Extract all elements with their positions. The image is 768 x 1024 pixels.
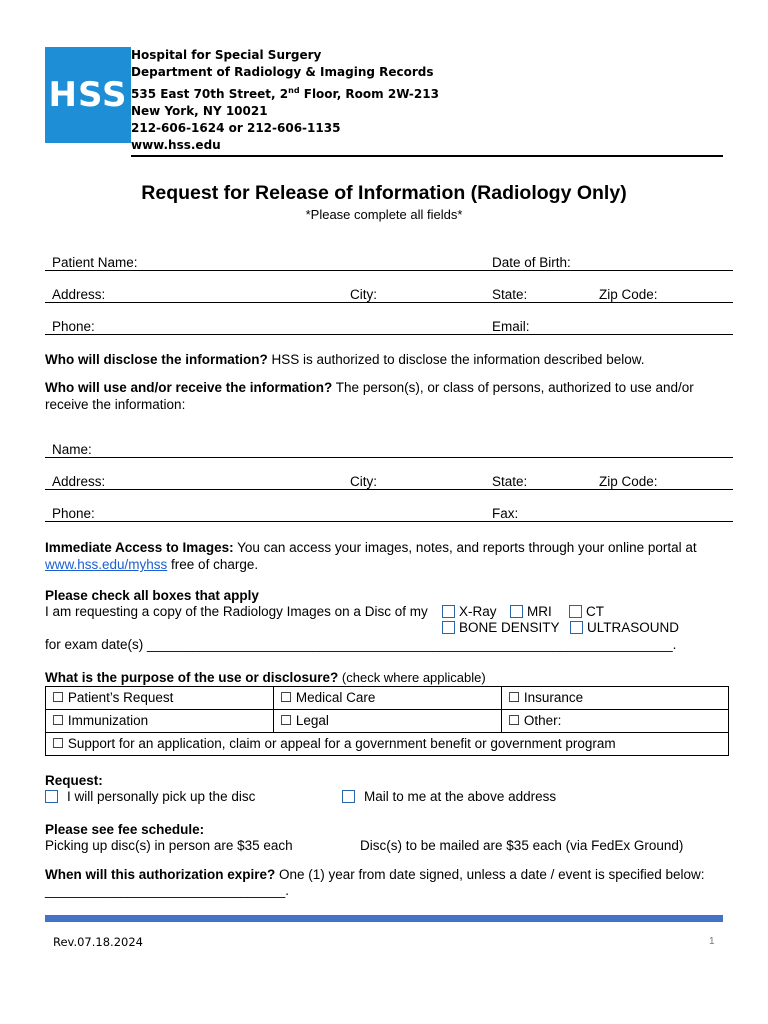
recipient-zip-label: Zip Code: — [599, 474, 658, 489]
patient-name-line[interactable] — [45, 270, 733, 271]
purpose-insurance[interactable]: ☐ Insurance — [502, 687, 729, 710]
mail-option[interactable] — [342, 789, 556, 804]
exam-dates-field[interactable]: for exam date(s) ______________________________________________________________________. — [45, 637, 677, 652]
receive-question: Who will use and/or receive the information? — [45, 380, 333, 395]
expire-statement — [45, 867, 705, 882]
patient-address-line[interactable] — [45, 302, 733, 303]
ultrasound-label: ULTRASOUND — [587, 620, 680, 635]
purpose-patient-request[interactable]: ☐ Patient’s Request — [46, 687, 274, 710]
street-sup: nd — [288, 85, 300, 95]
patient-name-label: Patient Name: — [52, 255, 138, 270]
disclose-answer: HSS is authorized to disclose the information described below. — [267, 352, 645, 367]
expire-question: When will this authorization expire? — [45, 867, 276, 882]
pickup-label: I will personally pick up the disc — [67, 789, 256, 804]
fee-pickup: Picking up disc(s) in person are $35 each — [45, 838, 293, 853]
expire-answer: One (1) year from date signed, unless a date / event is specified below: — [275, 867, 705, 882]
purpose-immunization[interactable]: ☐ Immunization — [46, 710, 274, 733]
ct-option[interactable] — [569, 604, 604, 619]
patient-address-label: Address: — [52, 287, 106, 302]
purpose-table — [45, 686, 729, 756]
access-heading: Immediate Access to Images: — [45, 540, 234, 555]
page-subtitle: *Please complete all fields* — [305, 207, 463, 222]
mail-checkbox[interactable] — [342, 790, 355, 803]
ultrasound-option[interactable] — [570, 620, 679, 635]
disclose-statement — [45, 351, 735, 368]
fee-heading: Please see fee schedule: — [45, 822, 205, 837]
disc-request-intro: I am requesting a copy of the Radiology Images on a Disc of my — [45, 604, 428, 619]
department-name: Department of Radiology & Imaging Records — [131, 65, 434, 80]
recipient-name-line[interactable] — [45, 457, 733, 458]
recipient-city-label: City: — [350, 474, 377, 489]
purpose-government-benefit[interactable]: ☐ Support for an application, claim or appeal for a government benefit or government program — [46, 733, 729, 756]
access-tail: free of charge. — [167, 557, 259, 572]
dob-label: Date of Birth: — [492, 255, 571, 270]
xray-option[interactable] — [442, 604, 497, 619]
disclose-question: Who will disclose the information? — [45, 352, 268, 367]
street-b: Floor, Room 2W-213 — [299, 86, 439, 101]
bone-density-label: BONE DENSITY — [459, 620, 560, 635]
receive-answer: The person(s), or class of persons, authorized to use and/or receive the information: — [45, 380, 694, 412]
recipient-address-line[interactable] — [45, 489, 733, 490]
ct-label: CT — [586, 604, 604, 619]
access-text: You can access your images, notes, and reports through your online portal at — [233, 540, 697, 555]
hss-logo: HSS — [45, 47, 131, 143]
purpose-heading — [45, 670, 486, 685]
expire-blank-field[interactable]: ________________________________. — [45, 883, 290, 898]
mail-label: Mail to me at the above address — [364, 789, 557, 804]
ultrasound-checkbox[interactable] — [570, 621, 583, 634]
street-address — [131, 82, 439, 103]
xray-label: X-Ray — [459, 604, 497, 619]
page-title: Request for Release of Information (Radiology Only) — [141, 182, 627, 204]
mri-label: MRI — [527, 604, 552, 619]
header-rule — [131, 155, 723, 157]
xray-checkbox[interactable] — [442, 605, 455, 618]
mri-checkbox[interactable] — [510, 605, 523, 618]
ct-checkbox[interactable] — [569, 605, 582, 618]
header-address-block — [131, 47, 439, 155]
patient-zip-label: Zip Code: — [599, 287, 658, 302]
phone-line: 212-606-1624 or 212-606-1135 — [131, 121, 341, 136]
city-line: New York, NY 10021 — [131, 103, 268, 118]
street-a: 535 East 70th Street, 2 — [131, 86, 289, 101]
patient-phone-line[interactable] — [45, 334, 733, 335]
fee-mailed: Disc(s) to be mailed are $35 each (via FedEx Ground) — [360, 838, 684, 853]
myhss-link[interactable]: www.hss.edu/myhss — [45, 557, 168, 572]
mri-option[interactable] — [510, 604, 552, 619]
recipient-fax-label: Fax: — [492, 506, 519, 521]
bone-density-option[interactable] — [442, 620, 560, 635]
recipient-phone-label: Phone: — [52, 506, 95, 521]
recipient-phone-line[interactable] — [45, 521, 733, 522]
purpose-other[interactable]: ☐ Other: — [502, 710, 729, 733]
patient-city-label: City: — [350, 287, 377, 302]
boxes-heading: Please check all boxes that apply — [45, 588, 259, 603]
request-heading: Request: — [45, 773, 103, 788]
purpose-note: (check where applicable) — [338, 670, 486, 685]
bone-density-checkbox[interactable] — [442, 621, 455, 634]
recipient-state-label: State: — [492, 474, 528, 489]
page-number: 1 — [709, 936, 715, 947]
recipient-address-label: Address: — [52, 474, 106, 489]
patient-phone-label: Phone: — [52, 319, 95, 334]
purpose-legal[interactable]: ☐ Legal — [274, 710, 502, 733]
purpose-question: What is the purpose of the use or disclosure? — [45, 670, 339, 685]
receive-statement — [45, 379, 735, 413]
immediate-access — [45, 539, 735, 573]
pickup-checkbox[interactable] — [45, 790, 58, 803]
patient-email-label: Email: — [492, 319, 530, 334]
pickup-option[interactable] — [45, 789, 255, 804]
patient-state-label: State: — [492, 287, 528, 302]
footer-rule — [45, 915, 723, 922]
hospital-name: Hospital for Special Surgery — [131, 48, 322, 62]
recipient-name-label: Name: — [52, 442, 92, 457]
revision-date: Rev.07.18.2024 — [53, 935, 143, 949]
purpose-medical-care[interactable]: ☐ Medical Care — [274, 687, 502, 710]
website-line: www.hss.edu — [131, 138, 221, 153]
